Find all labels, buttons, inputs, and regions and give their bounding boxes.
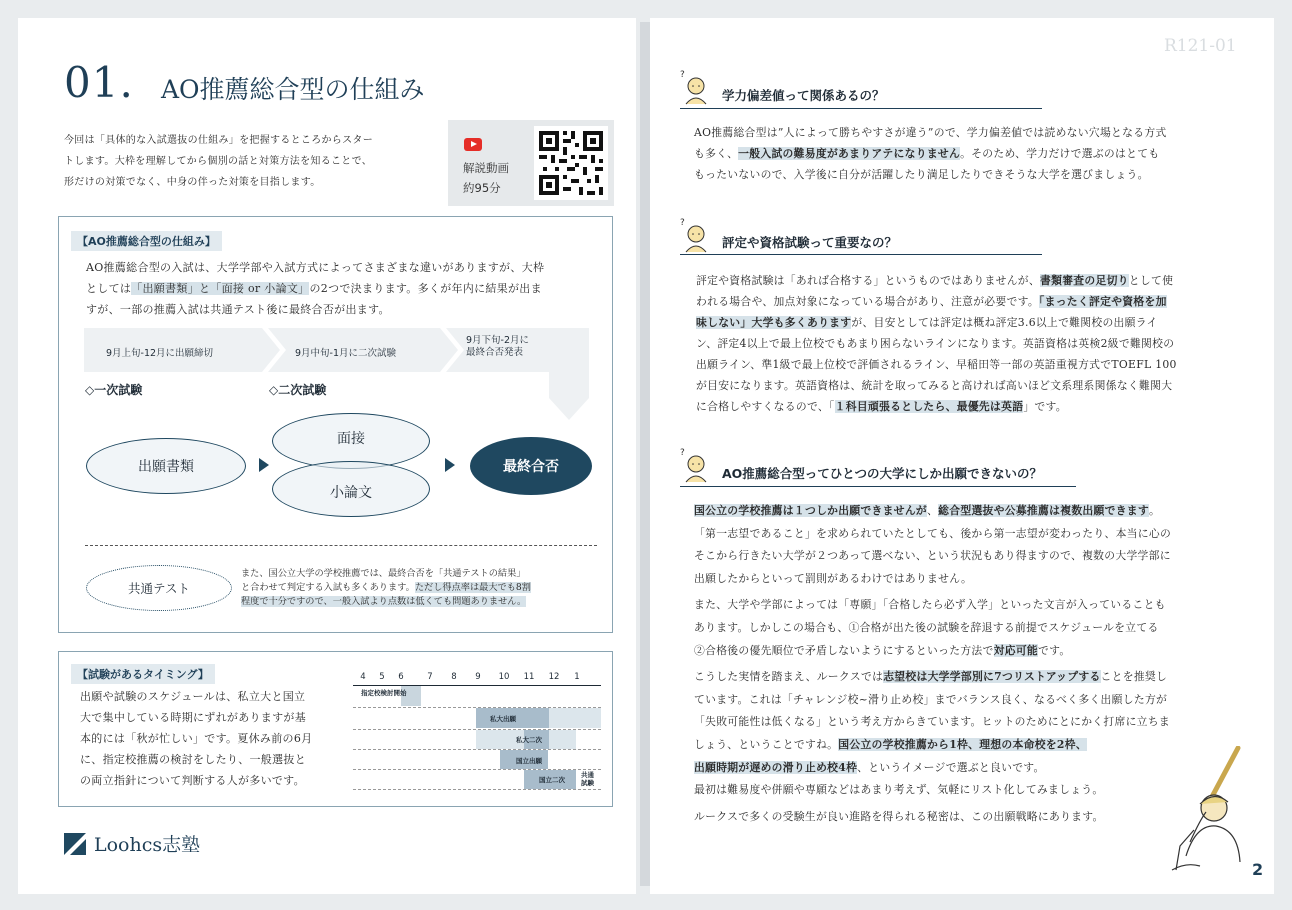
stage-2-label: 9月中旬-1月に二次試験 [295, 348, 397, 359]
interview-ellipse: 面接 [272, 413, 430, 469]
schedule-chart [353, 670, 601, 800]
month-label: 11 [523, 672, 535, 682]
arrow-1 [259, 458, 269, 472]
question-person-icon [680, 446, 712, 484]
q1-underline [680, 108, 1042, 109]
logo-mark-icon [64, 833, 86, 855]
svg-text:?: ? [680, 448, 685, 458]
baseball-player-illustration [1156, 746, 1246, 876]
qr-code[interactable] [534, 126, 608, 200]
month-label: 10 [498, 672, 510, 682]
bar-shiteiko-label: 指定校検討開始 [361, 689, 407, 697]
common-test-ellipse: 共通テスト [86, 565, 232, 611]
q3-underline [680, 486, 1076, 487]
bar-kokuritsu-second-label: 国立二次 [539, 776, 565, 784]
page-number: 2 [1252, 860, 1264, 879]
page-title: AO推薦総合型の仕組み [161, 75, 425, 104]
youtube-icon[interactable] [464, 138, 482, 151]
intro-text: 今回は「具体的な入試選抜の仕組み」を把握するところからスター トします。大枠を理解してから個別の話と対策方法を知ることで、 形だけの対策でなく、中身の伴った対策を目指します。 [64, 135, 373, 188]
documents-ellipse: 出願書類 [86, 438, 246, 494]
arrow-2 [445, 458, 455, 472]
month-label: 1 [574, 672, 580, 682]
q2-underline [680, 254, 1042, 255]
month-label: 7 [427, 672, 433, 682]
bar-common-test-label: 共通 試験 [581, 771, 594, 787]
q3-body: 国公立の学校推薦は１つしか出願できませんが、総合型選抜や公募推薦は複数出願できます。 「第一志望であること」を求められていたとしても、後から第一志望が変わったり、本当に心の そこから行きたい大学が２つあって選べない、という状況もあり得ますので、複数の大学学部に 出願したからといって罰則があるわけではありません。 また、大学や学部によっては「専願」「合格したら必ず入学」といった文言が入っていることも あります。しかしこの場合も、①合格が出た後の試験を辞退する前提でスケジュールを立てる ②合格後の優先順位で矛盾しないようにするといった方法で対応可能です。 こうした実情を踏まえ、ルークスでは志望校は大学学部別に7つリストアップすることを推奨し ています。これは「チャレンジ校~滑り止め校」までバランス良く、なるべく多く出願した方が 「失敗可能性は低くなる」という考え方からきています。ヒットのためにとにかく打席に立ちま しょう、ということですね。国公立の学校推薦から1枠、理想の本命校を2枠、 出願時期が遅めの滑り止め校4枠、というイメージで選ぶと良いです。 最初は難易度や併願や専願などはあまり考えず、気軽にリスト化してみましょう。 ルークスで多くの受験生が良い進路を得られる秘密は、この出願戦略にあります。 [694, 504, 1172, 823]
video-duration: 約95分 [463, 181, 501, 195]
month-label: 4 [360, 672, 366, 682]
video-box[interactable] [448, 120, 614, 206]
q2-heading: 評定や資格試験って重要なの？ [722, 235, 898, 250]
svg-text:?: ? [680, 70, 685, 80]
month-label: 6 [398, 672, 404, 682]
document-code: R121-01 [1164, 36, 1237, 56]
timing-tag: 【試験があるタイミング】 [71, 664, 215, 684]
right-page [650, 18, 1274, 894]
common-test-note: また、国公立大学の学校推薦では、最終合否を「共通テストの結果」 と合わせて判定する入試も多くあります。ただし得点率は最大でも8割 程度で十分ですので、一般入試より点数は低くても問題ありません。 [241, 568, 531, 607]
timing-box [58, 651, 613, 807]
stage-3-label: 9月下旬-2月に 最終合否発表 [466, 335, 530, 358]
final-result-ellipse: 最終合否 [470, 437, 592, 495]
bar-kokuritsu-apply-label: 国立出願 [516, 757, 542, 765]
timing-text: 出願や試験のスケジュールは、私立大と国立 大で集中している時期にずれがありますが基 本的には「秋が忙しい」です。夏休み前の6月 に、指定校推薦の検討をしたり、一般選抜と の両立指針について判断する人が多いです。 [80, 690, 313, 787]
mechanism-tag: 【AO推薦総合型の仕組み】 [71, 231, 222, 251]
question-person-icon [680, 216, 712, 254]
mechanism-box [58, 216, 613, 633]
dash-divider [85, 545, 597, 546]
video-label: 解説動画 [463, 161, 509, 175]
month-label: 5 [379, 672, 385, 682]
mechanism-text: AO推薦総合型の入試は、大学学部や入試方式によってさまざまな違いがありますが、大枠 としては「出願書類」と「面接 or 小論文」の2つで決まります。多くが年内に結果が出ま すが、一部の推薦入試は共通テスト後に最終合否が出ます。 [86, 261, 545, 316]
q1-body: AO推薦総合型は”人によって勝ちやすさが違う”ので、学力偏差値では読めない穴場となる方式 も多く、一般入試の難易度があまりアテになりません。そのため、学力だけで選ぶのはとても もったいないので、入学後に自分が活躍したり満足したりできそうな大学を選びましょう。 [694, 126, 1167, 181]
bar-shidai-apply-label: 私大出願 [490, 715, 516, 723]
q2-body: 評定や資格試験は「あれば合格する」というものではありませんが、書類審査の足切りとして使 われる場合や、加点対象になっている場合があり、注意が必要です。「まったく評定や資格を加 味しない」大学も多くありますが、目安としては評定は概ね評定3.6以上で難関校の出願ライ ン、評定4以上で最上位校でもあまり困らないラインになります。英語資格は英検2級で難関校の 出願ライン、準1級で最上位校で評価されるライン、早稲田等一部の英語重視方式でTOEFL 100 が目安になります。英語資格は、統計を取ってみると高ければ高いほど文系理系関係なく難関大 に合格しやすくなるので、「１科目頑張るとしたら、最優先は英語」です。 [696, 274, 1177, 413]
svg-text:?: ? [680, 218, 685, 228]
month-label: 9 [475, 672, 481, 682]
q1-heading: 学力偏差値って関係あるの？ [722, 88, 885, 103]
second-exam-label: ◇二次試験 [269, 383, 327, 397]
essay-ellipse: 小論文 [272, 461, 430, 517]
q3-heading: AO推薦総合型ってひとつの大学にしか出願できないの？ [722, 466, 1043, 481]
question-person-icon [680, 68, 712, 106]
bar-shidai-second-label: 私大二次 [516, 736, 542, 744]
left-page [18, 18, 636, 894]
stage-1-label: 9月上旬-12月に出願締切 [106, 348, 214, 359]
page-gutter [640, 22, 650, 886]
month-label: 8 [451, 672, 457, 682]
month-label: 12 [548, 672, 560, 682]
section-number: 01. [64, 58, 134, 107]
first-exam-label: ◇一次試験 [85, 383, 143, 397]
logo: Loohcs志塾 [64, 830, 200, 857]
